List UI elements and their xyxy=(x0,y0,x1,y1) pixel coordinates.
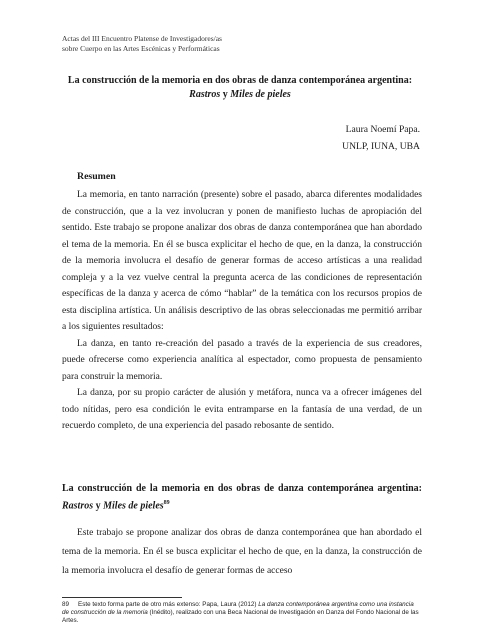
running-header-line-1: Actas del III Encuentro Platense de Investigadores/as xyxy=(62,34,222,43)
paper-title-main: La construcción de la memoria en dos obras de danza contemporánea argentina: xyxy=(67,75,413,86)
section-title-connector: y xyxy=(93,500,104,512)
paper-title xyxy=(40,74,440,102)
section-paragraph: Este trabajo se propone analizar dos obras de danza contemporánea que han abordado el tema de la memoria. En él se busca explicitar el hecho de que, en la danza, la construcción de la memoria involucra el desafío de generar formas de acceso xyxy=(62,528,422,576)
running-header-line-2: sobre Cuerpo en las Artes Escénicas y Performáticas xyxy=(62,44,220,53)
footnote-italic-title: La danza contemporánea argentina como una instancia de construcción de la memoria xyxy=(62,601,414,616)
abstract-paragraph: La danza, por su propio carácter de alusión y metáfora, nunca va a ofrecer imágenes del todo nítidas, pero esa condición le evita entramparse en la fantasía de una verdad, de un recuerdo completo, de una experiencia del pasado rebosante de sentido. xyxy=(62,388,422,431)
author-block xyxy=(220,121,420,155)
author-name: Laura Noemí Papa. xyxy=(345,124,420,135)
paper-title-subtitle xyxy=(40,88,440,102)
abstract-heading: Resumen xyxy=(77,171,116,182)
paper-title-work-1: Rastros xyxy=(189,89,221,100)
paper-title-connector: y xyxy=(220,89,231,100)
abstract-paragraph: La memoria, en tanto narración (presente) sobre el pasado, abarca diferentes modalidades de construcción, que a la vez involucran y ponen de manifiesto luchas de apropiación del sentido. Este trabajo se propone analizar dos obras de danza contemporánea que han abordado el tema de la memoria. En él se busca explicitar el hecho de que, en la danza, la construcción de la memoria involucra el desafío de generar formas de acceso artísticas a una realidad compleja y a la vez vuelve central la pregunta acerca de las condiciones de representación específicas de la danza y acerca de cómo “hablar” de la temática con los recursos propios de esta disciplina artística. Un análisis descriptivo de las obras seleccionadas me permitió arribar a los siguientes resultados: xyxy=(62,190,422,332)
footnote-text-before: Este texto forma parte de otro más extenso: Papa, Laura (2012) xyxy=(78,601,259,608)
running-header xyxy=(62,34,422,54)
footnote-marker[interactable]: 89 xyxy=(163,500,170,506)
section-body xyxy=(62,524,422,581)
author-affiliation: UNLP, IUNA, UBA xyxy=(342,141,420,152)
abstract-paragraph: La danza, en tanto re-creación del pasado a través de la experiencia de sus creadores, puede ofrecerse como experiencia analítica al espectador, como propuesta de pensamiento para construir la memoria. xyxy=(62,338,422,382)
footnote-divider xyxy=(62,597,182,598)
section-title-work-1: Rastros xyxy=(62,500,94,512)
footnote xyxy=(62,601,422,625)
section-title-work-2: Miles de pieles xyxy=(103,500,164,512)
footnote-number: 89 xyxy=(62,601,70,608)
paper-title-work-2: Miles de pieles xyxy=(230,89,291,100)
section-title-main: La construcción de la memoria en dos obras de danza contemporánea argentina: xyxy=(62,483,422,494)
footnote-text-after: (Inédito), realizado con una Beca Nacional de Investigación en Danza del Fondo Nacional de las Artes. xyxy=(62,609,419,624)
abstract-body xyxy=(62,187,422,435)
section-title xyxy=(62,481,422,513)
